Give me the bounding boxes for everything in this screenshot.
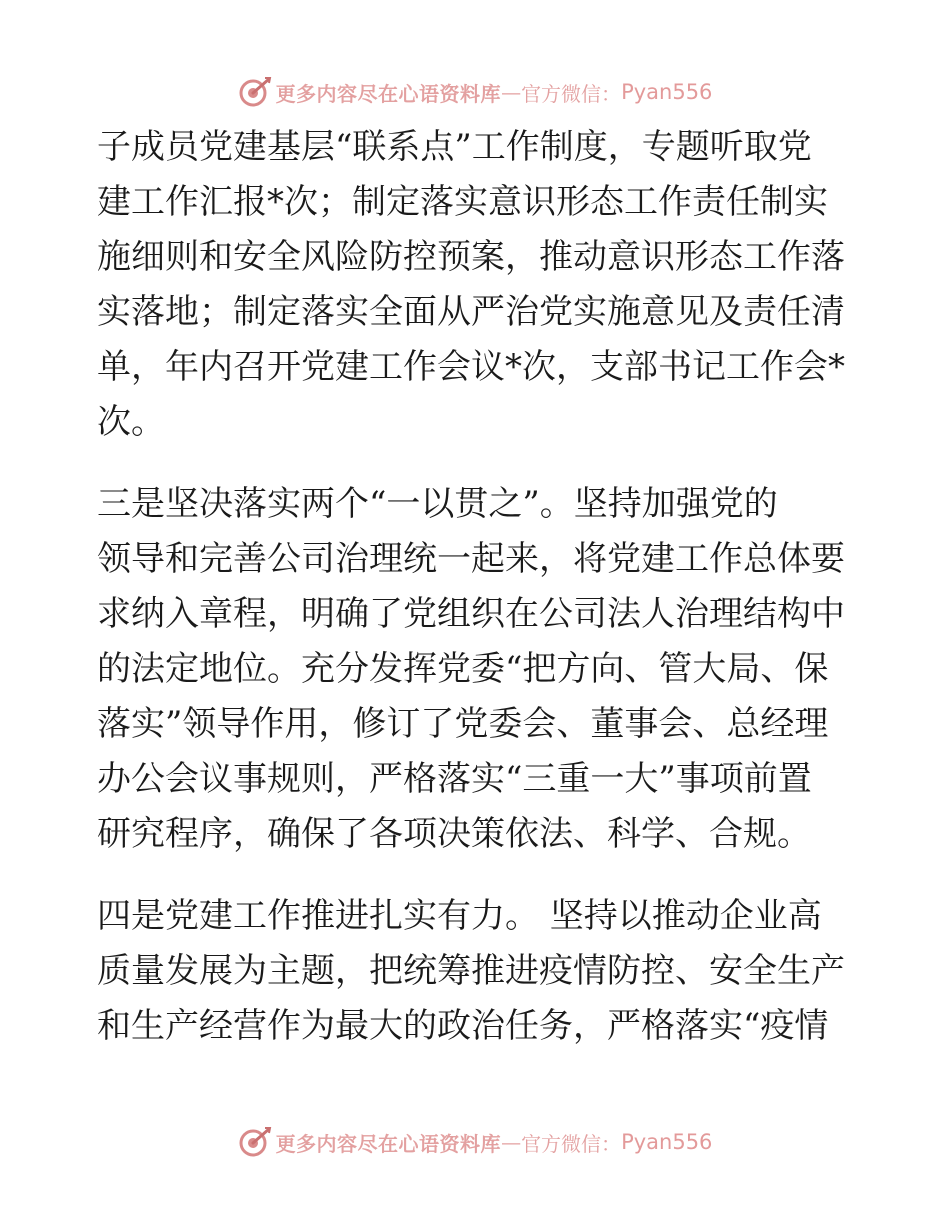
body-text	[97, 120, 857, 1054]
text-line: 实落地；制定落实全面从严治党实施意见及责任清	[97, 292, 845, 332]
watermark-separator: —	[501, 80, 522, 104]
watermark-label: 官方微信：	[521, 1131, 622, 1156]
paragraph-1	[97, 120, 857, 450]
text-line: 次。	[97, 402, 165, 442]
footer-watermark	[0, 1122, 950, 1162]
text-line: 办公会议事规则，严格落实“三重一大”事项前置	[97, 759, 812, 799]
text-line: 的法定地位。充分发挥党委“把方向、管大局、保	[97, 649, 829, 689]
text-line: 和生产经营作为最大的政治任务，严格落实“疫情	[97, 1006, 829, 1046]
text-line: 落实”领导作用，修订了党委会、董事会、总经理	[97, 704, 829, 744]
text-line: 单，年内召开党建工作会议*次，支部书记工作会*	[97, 347, 845, 387]
text-line: 四是党建工作推进扎实有力。 坚持以推动企业高	[97, 896, 822, 936]
paragraph-2	[97, 477, 857, 862]
watermark-text: 更多内容尽在心语资料库	[275, 1131, 502, 1156]
text-line: 建工作汇报*次；制定落实意识形态工作责任制实	[97, 182, 828, 222]
watermark-logo-icon	[238, 75, 272, 109]
paragraph-3	[97, 889, 857, 1054]
watermark-logo-icon	[238, 1125, 272, 1159]
text-line: 施细则和安全风险防控预案，推动意识形态工作落	[97, 237, 845, 277]
text-line: 三是坚决落实两个“一以贯之”。坚持加强党的	[97, 484, 778, 524]
watermark-handle: Pyan556	[621, 1130, 713, 1154]
watermark-label: 官方微信：	[521, 81, 622, 106]
text-line: 子成员党建基层“联系点”工作制度，专题听取党	[97, 127, 812, 167]
watermark-separator: —	[501, 1130, 522, 1154]
text-line: 领导和完善公司治理统一起来，将党建工作总体要	[97, 539, 845, 579]
header-watermark	[0, 72, 950, 112]
watermark-handle: Pyan556	[621, 80, 713, 104]
text-line: 求纳入章程，明确了党组织在公司法人治理结构中	[97, 594, 845, 634]
text-line: 质量发展为主题，把统筹推进疫情防控、安全生产	[97, 951, 845, 991]
watermark-text: 更多内容尽在心语资料库	[275, 81, 502, 106]
text-line: 研究程序，确保了各项决策依法、科学、合规。	[97, 814, 811, 854]
